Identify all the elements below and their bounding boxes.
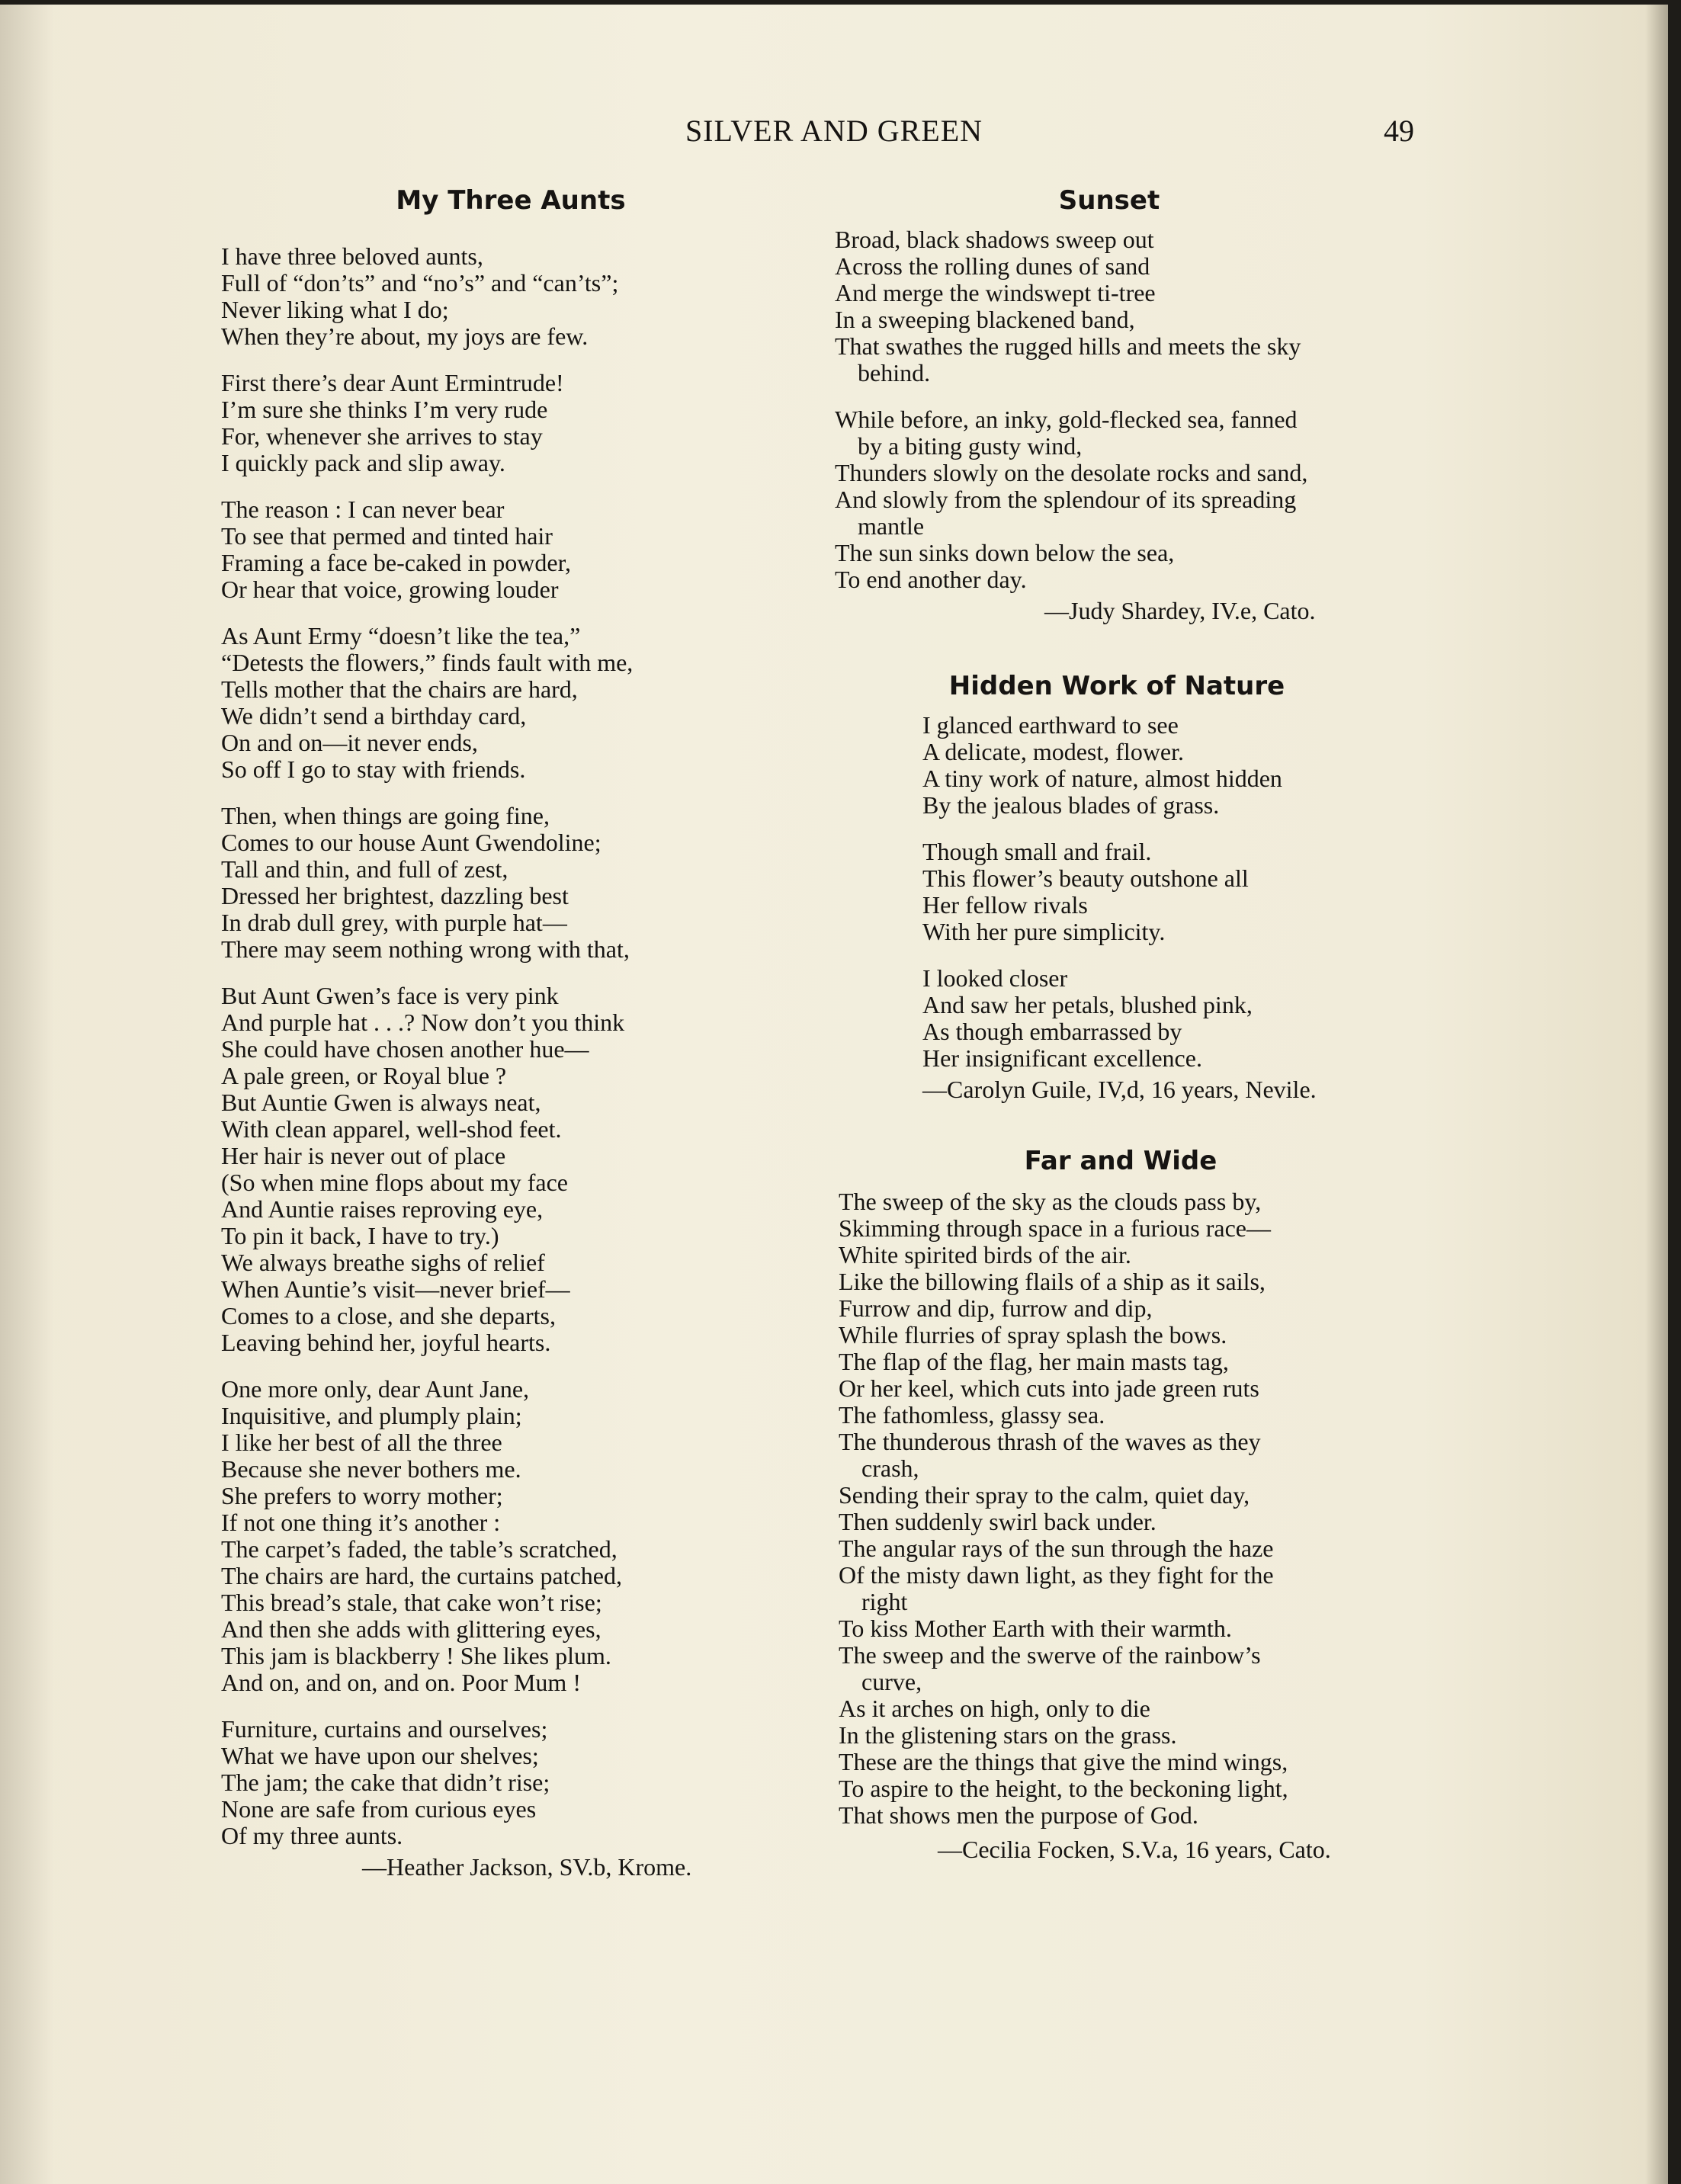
poem-line: This flower’s beauty outshone all bbox=[922, 864, 1249, 892]
poem-line: To aspire to the height, to the beckoning light, bbox=[839, 1775, 1288, 1802]
poem-line: With her pure simplicity. bbox=[922, 918, 1166, 945]
poem-body-my-three-aunts bbox=[221, 243, 800, 1849]
stanza bbox=[221, 623, 800, 783]
stanza bbox=[839, 1188, 1448, 1829]
poem-line: Of the misty dawn light, as they fight for the bbox=[839, 1561, 1274, 1589]
stanza bbox=[922, 839, 1445, 945]
poem-line: Across the rolling dunes of sand bbox=[835, 252, 1150, 280]
poem-line: While flurries of spray splash the bows. bbox=[839, 1321, 1227, 1349]
byline-heather-jackson: —Heather Jackson, SV.b, Krome. bbox=[362, 1853, 692, 1881]
stanza bbox=[221, 370, 800, 476]
poem-line: What we have upon our shelves; bbox=[221, 1742, 539, 1769]
poem-line: We didn’t send a birthday card, bbox=[221, 702, 527, 730]
poem-line: And merge the windswept ti-tree bbox=[835, 279, 1156, 306]
poem-line: crash, bbox=[861, 1454, 919, 1482]
poem-line: Full of “don’ts” and “no’s” and “can’ts”; bbox=[221, 269, 619, 297]
poem-line: That swathes the rugged hills and meets the sky bbox=[835, 332, 1301, 360]
poem-line: And Auntie raises reproving eye, bbox=[221, 1195, 544, 1223]
byline-carolyn-guile: —Carolyn Guile, IV,d, 16 years, Nevile. bbox=[922, 1076, 1317, 1103]
poem-line: To end another day. bbox=[835, 566, 1027, 593]
poem-line: The angular rays of the sun through the haze bbox=[839, 1535, 1274, 1562]
byline-cecilia-focken: —Cecilia Focken, S.V.a, 16 years, Cato. bbox=[938, 1836, 1331, 1863]
poem-line: (So when mine flops about my face bbox=[221, 1169, 568, 1196]
page-edge-shadow bbox=[1645, 5, 1668, 2184]
poem-line: A tiny work of nature, almost hidden bbox=[922, 765, 1282, 792]
poem-line: And slowly from the splendour of its spreading bbox=[835, 486, 1297, 513]
poem-line: In drab dull grey, with purple hat— bbox=[221, 909, 567, 936]
poem-line: Tall and thin, and full of zest, bbox=[221, 855, 508, 883]
poem-line: On and on—it never ends, bbox=[221, 729, 478, 756]
poem-line: In the glistening stars on the grass. bbox=[839, 1721, 1177, 1749]
poem-line: I glanced earthward to see bbox=[922, 711, 1179, 739]
poem-line: Never liking what I do; bbox=[221, 296, 449, 323]
poem-line: I’m sure she thinks I’m very rude bbox=[221, 396, 548, 423]
stanza bbox=[221, 1376, 800, 1696]
poem-line: That shows men the purpose of God. bbox=[839, 1801, 1198, 1829]
right-column-hidden-work bbox=[835, 673, 1445, 1103]
poem-line: And saw her petals, blushed pink, bbox=[922, 991, 1253, 1018]
poem-line: Then suddenly swirl back under. bbox=[839, 1508, 1156, 1535]
poem-line: As though embarrassed by bbox=[922, 1018, 1182, 1045]
poem-line: If not one thing it’s another : bbox=[221, 1509, 501, 1536]
poem-line: Sending their spray to the calm, quiet day, bbox=[839, 1481, 1250, 1509]
page-number: 49 bbox=[1384, 114, 1414, 148]
poem-line: As Aunt Ermy “doesn’t like the tea,” bbox=[221, 622, 581, 649]
poem-title-my-three-aunts: My Three Aunts bbox=[396, 185, 626, 216]
poem-line: “Detests the flowers,” finds fault with me, bbox=[221, 649, 634, 676]
poem-line: And on, and on, and on. Poor Mum ! bbox=[221, 1669, 581, 1696]
poem-line: Of my three aunts. bbox=[221, 1822, 403, 1849]
stanza bbox=[835, 226, 1445, 386]
poem-line: The fathomless, glassy sea. bbox=[839, 1401, 1105, 1429]
poem-line: mantle bbox=[858, 512, 925, 540]
poem-line: I looked closer bbox=[922, 964, 1068, 992]
poem-line: Tells mother that the chairs are hard, bbox=[221, 675, 578, 703]
poem-line: By the jealous blades of grass. bbox=[922, 791, 1220, 819]
poem-line: To pin it back, I have to try.) bbox=[221, 1222, 499, 1249]
poem-line: Or her keel, which cuts into jade green ruts bbox=[839, 1374, 1259, 1402]
poem-line: So off I go to stay with friends. bbox=[221, 755, 526, 783]
poem-line: But Auntie Gwen is always neat, bbox=[221, 1089, 541, 1116]
left-column bbox=[221, 185, 800, 1881]
poem-line: The thunderous thrash of the waves as they bbox=[839, 1428, 1261, 1455]
poem-line: With clean apparel, well-shod feet. bbox=[221, 1115, 562, 1143]
poem-line: Furrow and dip, furrow and dip, bbox=[839, 1294, 1153, 1322]
poem-line: To see that permed and tinted hair bbox=[221, 522, 553, 550]
poem-line: She prefers to worry mother; bbox=[221, 1482, 503, 1509]
poem-line: One more only, dear Aunt Jane, bbox=[221, 1375, 530, 1403]
poem-line: Though small and frail. bbox=[922, 838, 1152, 865]
poem-line: And then she adds with glittering eyes, bbox=[221, 1615, 602, 1643]
poem-line: And purple hat . . .? Now don’t you think bbox=[221, 1009, 625, 1036]
poem-title-hidden-work-of-nature: Hidden Work of Nature bbox=[948, 671, 1285, 701]
poem-line: White spirited birds of the air. bbox=[839, 1241, 1131, 1268]
poem-line: The jam; the cake that didn’t rise; bbox=[221, 1769, 550, 1796]
poem-line: Leaving behind her, joyful hearts. bbox=[221, 1329, 551, 1356]
stanza bbox=[221, 803, 800, 963]
poem-line: When they’re about, my joys are few. bbox=[221, 322, 589, 350]
poem-line: Comes to a close, and she departs, bbox=[221, 1302, 556, 1329]
stanza bbox=[922, 965, 1445, 1072]
poem-line: Then, when things are going fine, bbox=[221, 802, 550, 829]
poem-line: When Auntie’s visit—never brief— bbox=[221, 1275, 570, 1303]
right-column-far-and-wide bbox=[839, 1148, 1448, 1863]
stanza bbox=[835, 406, 1445, 593]
magazine-page bbox=[0, 5, 1668, 2184]
right-column-sunset bbox=[835, 185, 1445, 624]
poem-line: While before, an inky, gold-flecked sea, fanned bbox=[835, 406, 1298, 433]
poem-line: Her insignificant excellence. bbox=[922, 1044, 1202, 1072]
poem-line: The sun sinks down below the sea, bbox=[835, 539, 1175, 566]
poem-title-sunset: Sunset bbox=[1058, 185, 1160, 216]
poem-line: None are safe from curious eyes bbox=[221, 1795, 537, 1823]
poem-line: A delicate, modest, flower. bbox=[922, 738, 1185, 765]
poem-body-hidden-work-of-nature bbox=[835, 712, 1445, 1072]
stanza bbox=[221, 243, 800, 350]
binding-shadow bbox=[0, 5, 53, 2184]
poem-line: Dressed her brightest, dazzling best bbox=[221, 882, 569, 909]
poem-line: behind. bbox=[858, 359, 931, 386]
poem-title-far-and-wide: Far and Wide bbox=[1024, 1146, 1217, 1176]
poem-line: Skimming through space in a furious race— bbox=[839, 1214, 1271, 1242]
poem-line: To kiss Mother Earth with their warmth. bbox=[839, 1615, 1232, 1642]
poem-line: These are the things that give the mind wings, bbox=[839, 1748, 1288, 1775]
poem-line: The chairs are hard, the curtains patched, bbox=[221, 1562, 622, 1589]
poem-line: But Aunt Gwen’s face is very pink bbox=[221, 982, 559, 1009]
poem-line: Furniture, curtains and ourselves; bbox=[221, 1715, 548, 1743]
stanza bbox=[221, 496, 800, 603]
stanza bbox=[922, 712, 1445, 819]
poem-line: A pale green, or Royal blue ? bbox=[221, 1062, 507, 1089]
poem-line: First there’s dear Aunt Ermintrude! bbox=[221, 369, 564, 396]
poem-line: Her hair is never out of place bbox=[221, 1142, 506, 1169]
poem-line: The sweep of the sky as the clouds pass by, bbox=[839, 1188, 1262, 1215]
stanza bbox=[221, 1716, 800, 1849]
poem-line: Or hear that voice, growing louder bbox=[221, 576, 559, 603]
poem-line: curve, bbox=[861, 1668, 922, 1695]
poem-line: The carpet’s faded, the table’s scratched, bbox=[221, 1535, 618, 1563]
poem-line: Comes to our house Aunt Gwendoline; bbox=[221, 829, 602, 856]
poem-line: Broad, black shadows sweep out bbox=[835, 226, 1154, 253]
poem-line: We always breathe sighs of relief bbox=[221, 1249, 545, 1276]
poem-line: Her fellow rivals bbox=[922, 891, 1088, 919]
byline-judy-shardey: —Judy Shardey, IV.e, Cato. bbox=[1044, 597, 1316, 624]
poem-line: Thunders slowly on the desolate rocks and sand, bbox=[835, 459, 1308, 486]
poem-line: right bbox=[861, 1588, 908, 1615]
poem-body-sunset bbox=[835, 226, 1445, 593]
poem-line: Because she never bothers me. bbox=[221, 1455, 521, 1483]
poem-line: The reason : I can never bear bbox=[221, 495, 505, 523]
poem-line: Framing a face be-caked in powder, bbox=[221, 549, 571, 576]
poem-line: Inquisitive, and plumply plain; bbox=[221, 1402, 522, 1429]
poem-line: The flap of the flag, her main masts tag, bbox=[839, 1348, 1229, 1375]
stanza bbox=[221, 983, 800, 1356]
poem-line: This bread’s stale, that cake won’t rise; bbox=[221, 1589, 602, 1616]
poem-line: I quickly pack and slip away. bbox=[221, 449, 505, 476]
running-head: SILVER AND GREEN bbox=[685, 114, 983, 148]
poem-line: In a sweeping blackened band, bbox=[835, 306, 1135, 333]
poem-line: As it arches on high, only to die bbox=[839, 1695, 1150, 1722]
poem-body-far-and-wide bbox=[839, 1188, 1448, 1829]
poem-line: I have three beloved aunts, bbox=[221, 242, 483, 270]
poem-line: She could have chosen another hue— bbox=[221, 1035, 589, 1063]
poem-line: There may seem nothing wrong with that, bbox=[221, 935, 630, 963]
poem-line: For, whenever she arrives to stay bbox=[221, 422, 543, 450]
poem-line: by a biting gusty wind, bbox=[858, 432, 1083, 460]
poem-line: I like her best of all the three bbox=[221, 1429, 502, 1456]
poem-line: The sweep and the swerve of the rainbow’s bbox=[839, 1641, 1261, 1669]
poem-line: Like the billowing flails of a ship as it sails, bbox=[839, 1268, 1266, 1295]
poem-line: This jam is blackberry ! She likes plum. bbox=[221, 1642, 611, 1669]
